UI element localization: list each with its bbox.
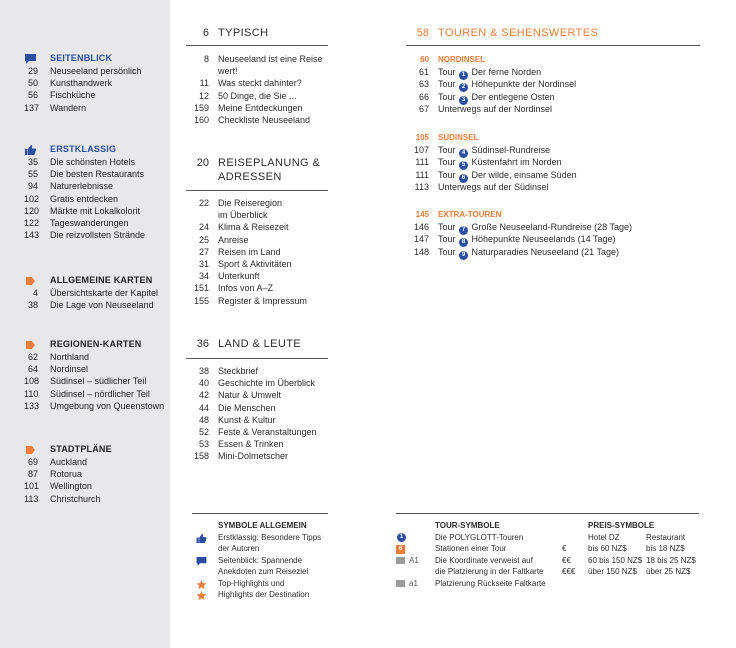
- sidebar-item[interactable]: 102 Gratis entdecken: [24, 193, 119, 204]
- toc-entry[interactable]: 42 Natur & Umwelt: [198, 390, 282, 401]
- toc-entry[interactable]: 107 Tour 4 Südinsel-Rundreise: [413, 145, 551, 157]
- sidebar-item[interactable]: 87 Rotorua: [27, 469, 83, 480]
- map-tag-icon: [25, 445, 36, 455]
- price-hotel: 60 bis 150 NZ$: [588, 555, 643, 565]
- section-land-leute: [176, 338, 328, 462]
- speech-bubble-icon: [196, 557, 207, 566]
- column-header: Restaurant: [646, 532, 686, 542]
- column-header: Hotel DZ: [588, 532, 620, 542]
- divider: [186, 190, 328, 191]
- sidebar-item[interactable]: 120 Märkte mit Lokalkolorit: [24, 205, 141, 216]
- tour-group-extra: 145 EXTRA-TOUREN 146 Tour 7 Große Neuseeland-Rundreise (28 Tage) 147 Tour 8 Höhepunkte Neuseelands (14 Tage) 148 Tour 9 Naturparadies Neuseeland (21 Tage): [396, 209, 700, 258]
- toc-entry[interactable]: 151 Infos von A–Z: [193, 283, 274, 294]
- legend-title: TOUR-SYMBOLE: [435, 521, 500, 530]
- sidebar-item[interactable]: 56 Fischküche: [27, 90, 96, 101]
- tour-number-icon: 7: [459, 226, 468, 235]
- divider: [406, 45, 700, 46]
- sidebar-item[interactable]: 50 Kunsthandwerk: [27, 78, 113, 89]
- price-hotel: bis 60 NZ$: [588, 544, 627, 553]
- toc-entry[interactable]: 53 Essen & Trinken: [198, 439, 284, 450]
- section-touren: [396, 27, 700, 258]
- tour-number-icon: 6: [459, 174, 468, 183]
- toc-entry[interactable]: 148 Tour 9 Naturparadies Neuseeland (21 Tage): [413, 246, 619, 258]
- sidebar-item[interactable]: 122 Tageswanderungen: [24, 217, 129, 228]
- sidebar-item[interactable]: 110 Südinsel – nördlicher Teil: [24, 388, 150, 399]
- sidebar-item[interactable]: 38 Die Lage von Neuseeland: [27, 300, 154, 311]
- toc-entry[interactable]: 52 Feste & Veranstaltungen: [198, 426, 317, 437]
- toc-entry[interactable]: 160 Checkliste Neuseeland: [193, 114, 311, 125]
- section-title: TYPISCH: [218, 27, 269, 39]
- sidebar-item[interactable]: 143 Die reizvollsten Strände: [24, 230, 146, 241]
- map-ref-icon: [396, 580, 405, 587]
- sidebar: [0, 0, 170, 648]
- toc-entry[interactable]: 147 Tour 8 Höhepunkte Neuseelands (14 Tage): [413, 234, 616, 246]
- tour-number-icon: 9: [459, 251, 468, 260]
- sidebar-item[interactable]: 64 Nordinsel: [27, 364, 89, 375]
- price-symbol: €€: [562, 555, 571, 565]
- sidebar-item[interactable]: 133 Umgebung von Queenstown: [24, 400, 165, 411]
- tour-number-icon: 5: [459, 161, 468, 170]
- toc-entry[interactable]: 155 Register & Impressum: [193, 295, 308, 306]
- toc-entry[interactable]: 63 Tour 2 Höhepunkte der Nordinsel: [418, 79, 577, 91]
- sidebar-group-erstklassig: [24, 143, 170, 241]
- divider: [186, 45, 328, 46]
- toc-entry[interactable]: im Überblick: [218, 210, 268, 221]
- sidebar-group-regionen-karten: [24, 338, 170, 412]
- sidebar-item[interactable]: 29 Neuseeland persönlich: [27, 66, 142, 76]
- thumbs-up-icon: [25, 145, 36, 155]
- sidebar-item[interactable]: 113 Christchurch: [24, 493, 101, 504]
- sidebar-group-title: SEITENBLICK: [50, 53, 113, 63]
- price-symbol: €: [562, 544, 567, 553]
- section-title: TOUREN & SEHENSWERTES: [438, 27, 599, 39]
- sidebar-item[interactable]: 108 Südinsel – südlicher Teil: [24, 376, 147, 387]
- sidebar-group-title: ALLGEMEINE KARTEN: [50, 275, 153, 285]
- section-reiseplanung: [176, 157, 328, 306]
- toc-entry[interactable]: 113 Unterwegs auf der Südinsel: [414, 181, 549, 192]
- toc-entry[interactable]: 34 Unterkunft: [198, 271, 260, 282]
- tour-group-title: NORDINSEL: [438, 55, 486, 64]
- section-typisch: [176, 27, 328, 125]
- tour-group-title: EXTRA-TOUREN: [438, 210, 502, 219]
- toc-entry[interactable]: 31 Sport & Aktivitäten: [198, 258, 292, 269]
- sidebar-item[interactable]: 55 Die besten Restaurants: [27, 169, 145, 180]
- station-number-icon: 6: [396, 545, 405, 554]
- sidebar-group-title: ERSTKLASSIG: [50, 144, 117, 154]
- toc-entry[interactable]: wert!: [218, 66, 238, 77]
- section-title: REISEPLANUNG &: [218, 157, 321, 169]
- sidebar-item[interactable]: 4 Übersichtskarte der Kapitel: [32, 288, 159, 298]
- thumbs-up-icon: [196, 534, 207, 543]
- toc-entry[interactable]: 111 Tour 5 Küstenfahrt im Norden: [415, 157, 562, 169]
- toc-entry[interactable]: 48 Kunst & Kultur: [198, 414, 276, 425]
- toc-entry[interactable]: 111 Tour 6 Der wilde, einsame Süden: [415, 169, 577, 181]
- section-number: 58: [416, 27, 429, 39]
- toc-entry[interactable]: 61 Tour 1 Der ferne Norden: [418, 67, 542, 79]
- map-tag-icon: [25, 276, 36, 286]
- price-symbol: €€€: [562, 567, 576, 576]
- legend-title: SYMBOLE ALLGEMEIN: [218, 521, 307, 530]
- price-restaurant: 18 bis 25 NZ$: [646, 555, 696, 565]
- divider: [192, 513, 328, 514]
- tour-number-icon: 8: [459, 238, 468, 247]
- tour-number-icon: 3: [459, 96, 468, 105]
- toc-entry[interactable]: 44 Die Menschen: [198, 402, 276, 413]
- sidebar-item[interactable]: 101 Wellington: [24, 481, 92, 492]
- price-restaurant: bis 18 NZ$: [646, 544, 685, 553]
- toc-entry[interactable]: 158 Mini-Dolmetscher: [193, 451, 289, 462]
- sidebar-item[interactable]: 69 Auckland: [27, 457, 88, 467]
- tour-number-icon: 1: [397, 533, 406, 542]
- price-hotel: über 150 NZ$: [588, 567, 637, 576]
- toc-entry[interactable]: 22 Die Reiseregion: [198, 198, 283, 208]
- sidebar-group-allgemeine-karten: [24, 274, 170, 311]
- star-icon: [196, 580, 207, 589]
- legend-title: PREIS-SYMBOLE: [588, 521, 655, 530]
- toc-entry[interactable]: 25 Anreise: [198, 234, 249, 245]
- section-number: 20: [196, 157, 209, 169]
- section-number: 6: [202, 27, 209, 39]
- divider: [186, 358, 328, 359]
- toc-entry[interactable]: 27 Reisen im Land: [198, 246, 281, 257]
- sidebar-item[interactable]: 94 Naturerlebnisse: [27, 181, 114, 192]
- toc-entry[interactable]: 40 Geschichte im Überblick: [198, 378, 316, 389]
- sidebar-item[interactable]: 137 Wandern: [24, 102, 87, 113]
- sidebar-group-stadtplaene: [24, 443, 170, 505]
- tour-number-icon: 1: [459, 71, 468, 80]
- toc-entry[interactable]: 24 Klima & Reisezeit: [198, 222, 289, 233]
- toc-entry[interactable]: 8 Neuseeland ist eine Reise: [203, 54, 323, 64]
- speech-bubble-icon: [25, 54, 36, 64]
- tour-group-nordinsel: 60 NORDINSEL 61 Tour 1 Der ferne Norden 63 Tour 2 Höhepunkte der Nordinsel 66 Tour 3 Der entlegene Osten 67 Unterwegs auf der Nordinsel: [396, 54, 700, 115]
- legend-tour-symbole: TOUR-SYMBOLE 1 Die POLYGLOTT-Touren 6 Stationen einer Tour A1 Die Koordinate verweist auf die Platzierung in der Faltkarte a1 Platzierung Rückseite Faltkarte: [396, 520, 556, 589]
- tour-group-suedinsel: 105 SÜDINSEL 107 Tour 4 Südinsel-Rundreise 111 Tour 5 Küstenfahrt im Norden 111 Tour 6 Der wilde, einsame Süden 113 Unterwegs auf der Südinsel: [396, 132, 700, 193]
- star-icon: [196, 591, 207, 600]
- tour-group-title: SÜDINSEL: [438, 133, 479, 142]
- price-restaurant: über 25 NZ$: [646, 567, 691, 576]
- toc-entry[interactable]: 66 Tour 3 Der entlegene Osten: [418, 91, 555, 103]
- map-ref-icon: [396, 557, 405, 564]
- section-number: 36: [196, 338, 209, 350]
- toc-entry[interactable]: 11 Was steckt dahinter?: [199, 78, 302, 89]
- toc-entry[interactable]: 38 Steckbrief: [198, 366, 259, 376]
- sidebar-item[interactable]: 35 Die schönsten Hotels: [27, 157, 136, 167]
- sidebar-group-seitenblick: [24, 52, 170, 114]
- tour-number-icon: 2: [459, 83, 468, 92]
- divider: [396, 513, 699, 514]
- toc-entry[interactable]: 146 Tour 7 Große Neuseeland-Rundreise (28 Tage): [413, 222, 632, 234]
- tour-number-icon: 4: [459, 149, 468, 158]
- map-tag-icon: [25, 340, 36, 350]
- sidebar-group-title: STADTPLÄNE: [50, 444, 112, 454]
- section-title: LAND & LEUTE: [218, 338, 302, 350]
- toc-entry[interactable]: 12 50 Dinge, die Sie ...: [198, 90, 297, 101]
- toc-entry[interactable]: 67 Unterwegs auf der Nordinsel: [418, 103, 553, 114]
- section-title-line2: ADRESSEN: [218, 171, 282, 183]
- legend-symbole-allgemein: SYMBOLE ALLGEMEIN Erstklassig: Besondere Tipps der Autoren Seitenblick: Spannende Anekdoten zum Reiseziel Top-Highlights und Highlights der Destination: [196, 520, 336, 601]
- sidebar-item[interactable]: 62 Northland: [27, 352, 90, 362]
- toc-entry[interactable]: 159 Meine Entdeckungen: [193, 102, 303, 113]
- sidebar-group-title: REGIONEN-KARTEN: [50, 339, 142, 349]
